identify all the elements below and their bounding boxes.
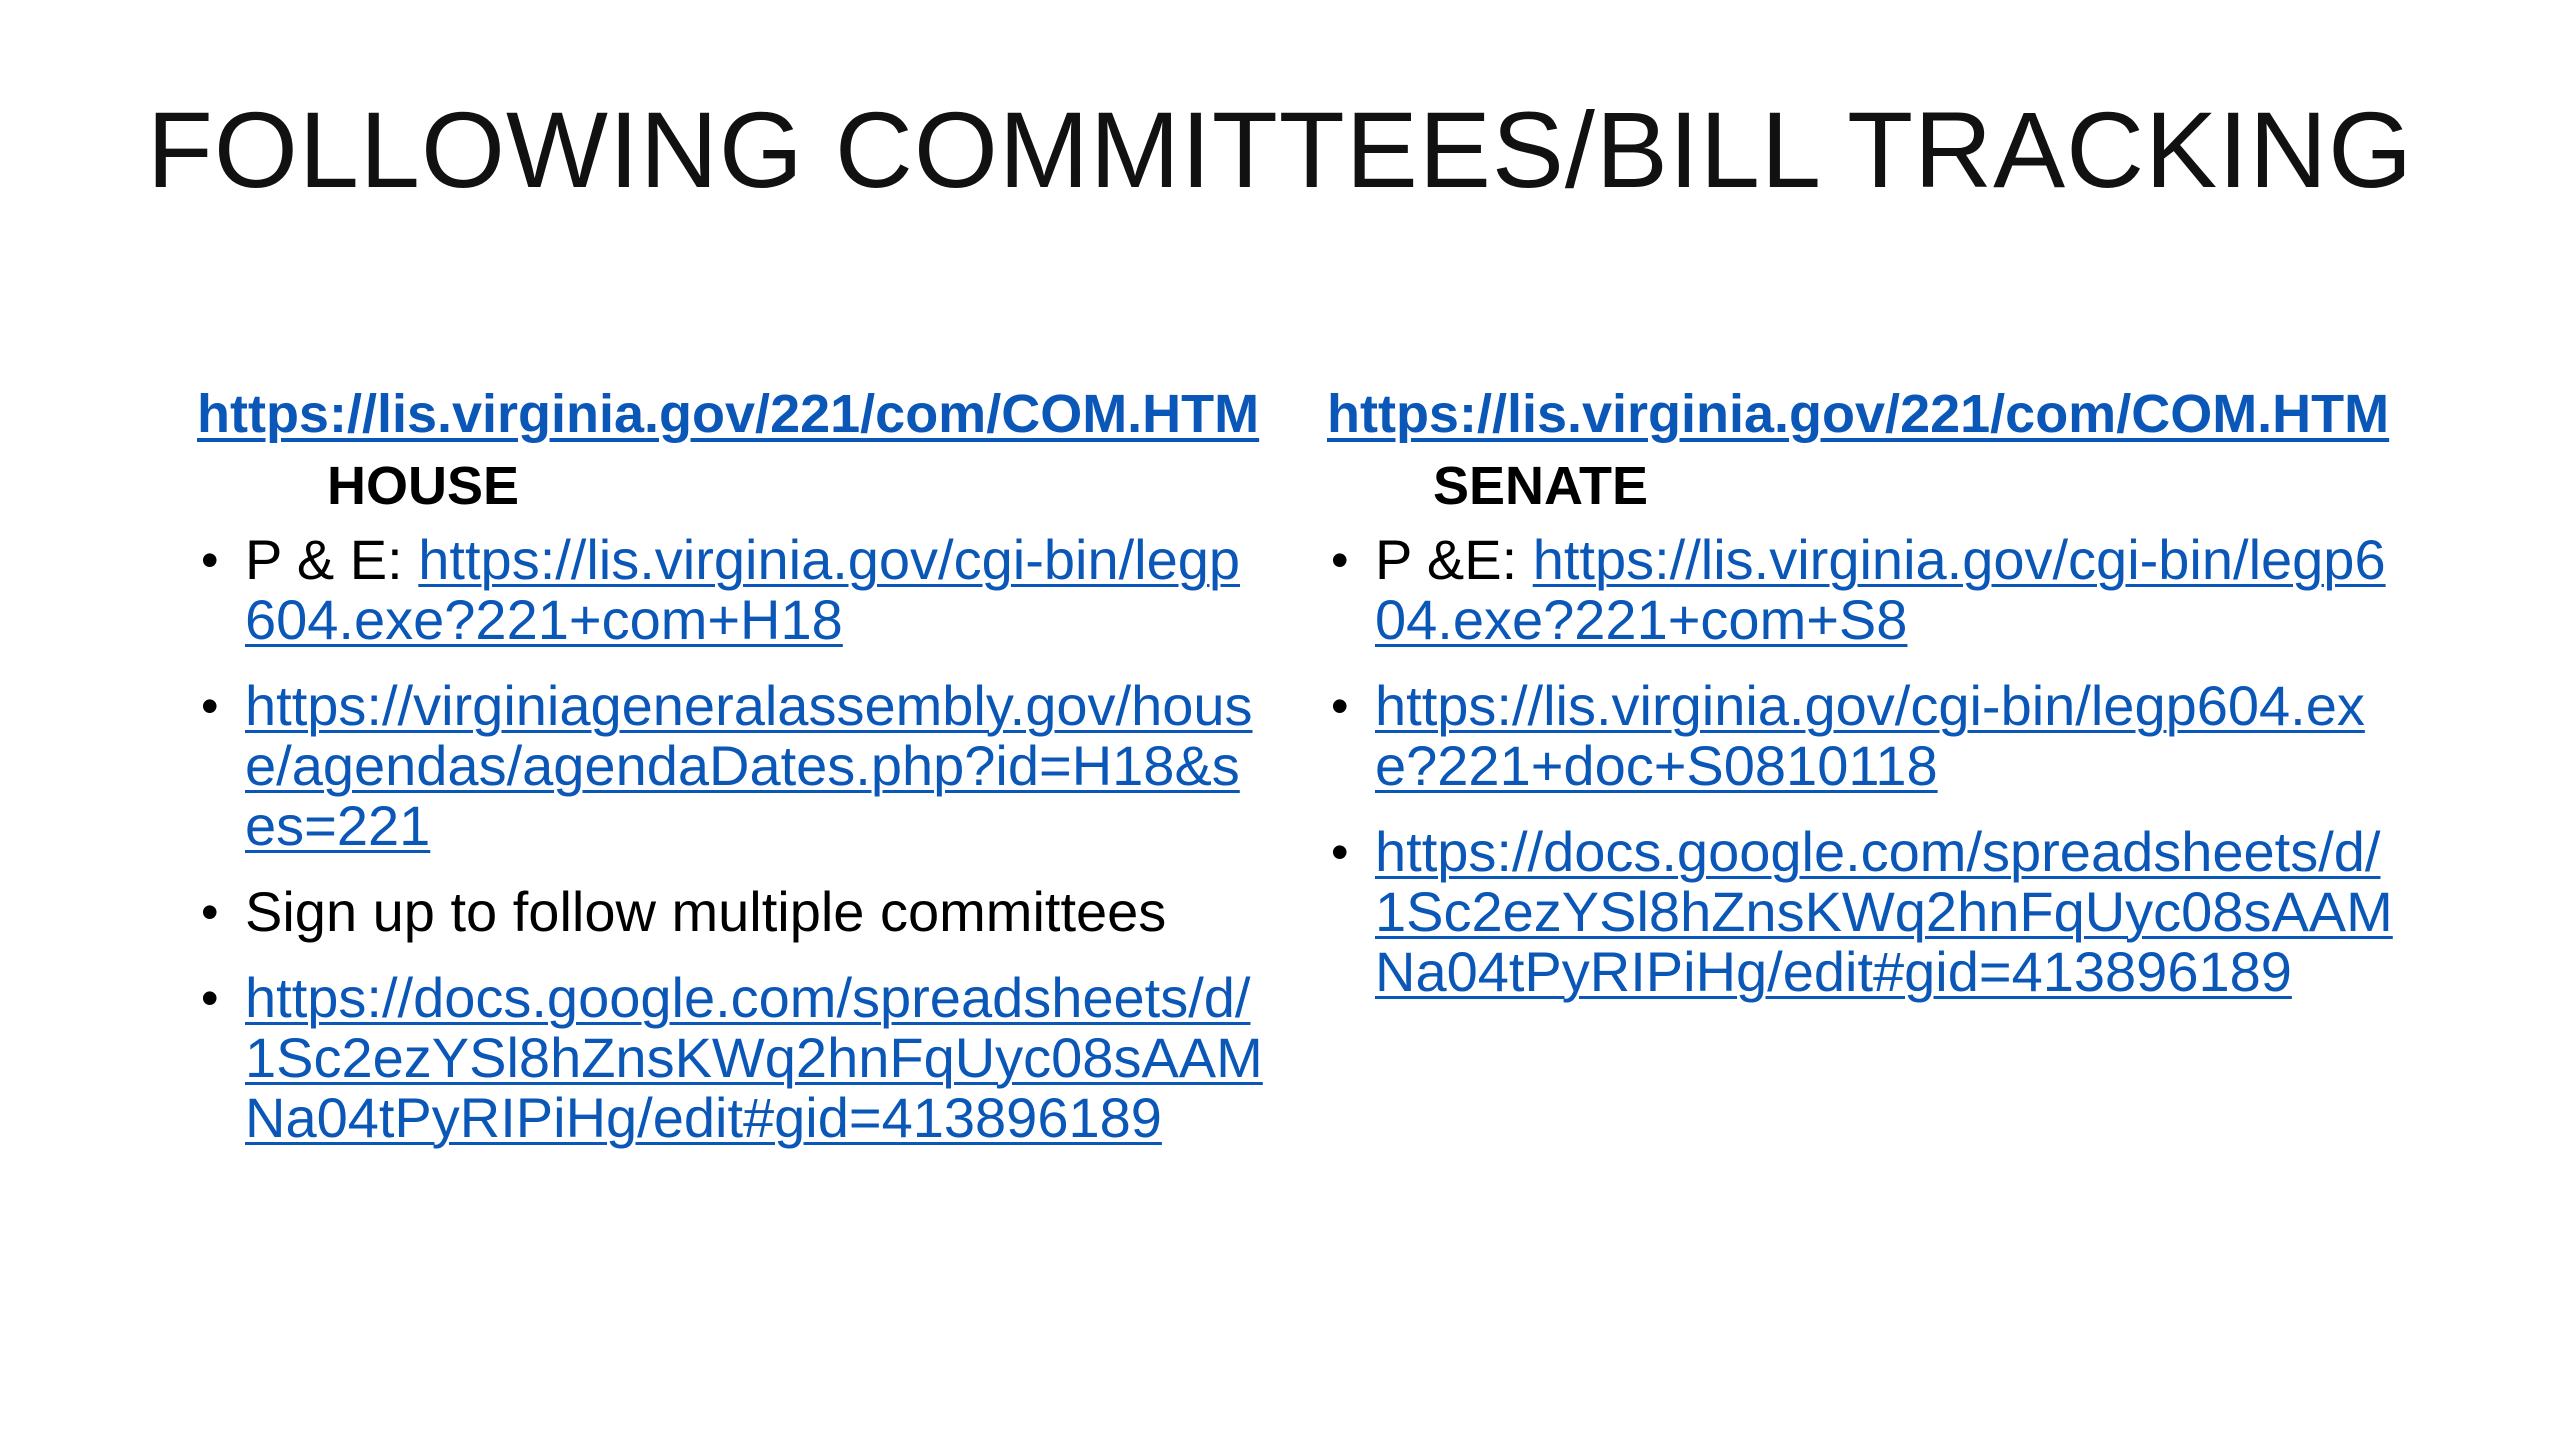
- list-item: [1327, 530, 2397, 650]
- house-agenda-link[interactable]: https://virginiageneralassembly.gov/house/agendas/agendaDates.php?id=H18&ses=221: [245, 674, 1253, 857]
- list-item: [1327, 822, 2397, 1002]
- senate-bullet-list: [1327, 530, 2397, 1002]
- senate-pe-prefix: P &E:: [1375, 528, 1533, 591]
- list-item: [197, 530, 1267, 650]
- house-spreadsheet-link[interactable]: https://docs.google.com/spreadsheets/d/1Sc2ezYSl8hZnsKWq2hnFqUyc08sAAMNa04tPyRIPiHg/edit#gid=413896189: [245, 966, 1263, 1149]
- slide-title: FOLLOWING COMMITTEES/BILL TRACKING: [146, 89, 2414, 210]
- bullet-icon: •: [1331, 824, 1349, 880]
- senate-spreadsheet-link[interactable]: https://docs.google.com/spreadsheets/d/1Sc2ezYSl8hZnsKWq2hnFqUyc08sAAMNa04tPyRIPiHg/edit#gid=413896189: [1375, 820, 2393, 1003]
- house-bullet-list: [197, 530, 1267, 1148]
- house-column: [197, 378, 1267, 1174]
- list-item: [1327, 676, 2397, 796]
- senate-header: [1327, 378, 2397, 522]
- house-header: [197, 378, 1267, 522]
- bullet-icon: •: [201, 970, 219, 1026]
- list-item: [197, 676, 1267, 856]
- bullet-icon: •: [1331, 532, 1349, 588]
- bullet-icon: •: [201, 532, 219, 588]
- senate-pe-link[interactable]: https://lis.virginia.gov/cgi-bin/legp604.exe?221+com+S8: [1375, 528, 2386, 651]
- house-signup-text: Sign up to follow multiple committees: [245, 880, 1167, 943]
- senate-column: [1327, 378, 2397, 1028]
- house-chamber-label: HOUSE: [327, 456, 520, 516]
- bullet-icon: •: [201, 678, 219, 734]
- list-item: [197, 882, 1267, 942]
- bullet-icon: •: [201, 884, 219, 940]
- house-committees-link[interactable]: https://lis.virginia.gov/221/com/COM.HTM: [197, 384, 1260, 444]
- list-item: [197, 968, 1267, 1148]
- bullet-icon: •: [1331, 678, 1349, 734]
- senate-doc-link[interactable]: https://lis.virginia.gov/cgi-bin/legp604.exe?221+doc+S0810118: [1375, 674, 2365, 797]
- senate-chamber-label: SENATE: [1433, 456, 1649, 516]
- house-pe-link[interactable]: https://lis.virginia.gov/cgi-bin/legp604.exe?221+com+H18: [245, 528, 1241, 651]
- senate-committees-link[interactable]: https://lis.virginia.gov/221/com/COM.HTM: [1327, 384, 2390, 444]
- house-pe-prefix: P & E:: [245, 528, 419, 591]
